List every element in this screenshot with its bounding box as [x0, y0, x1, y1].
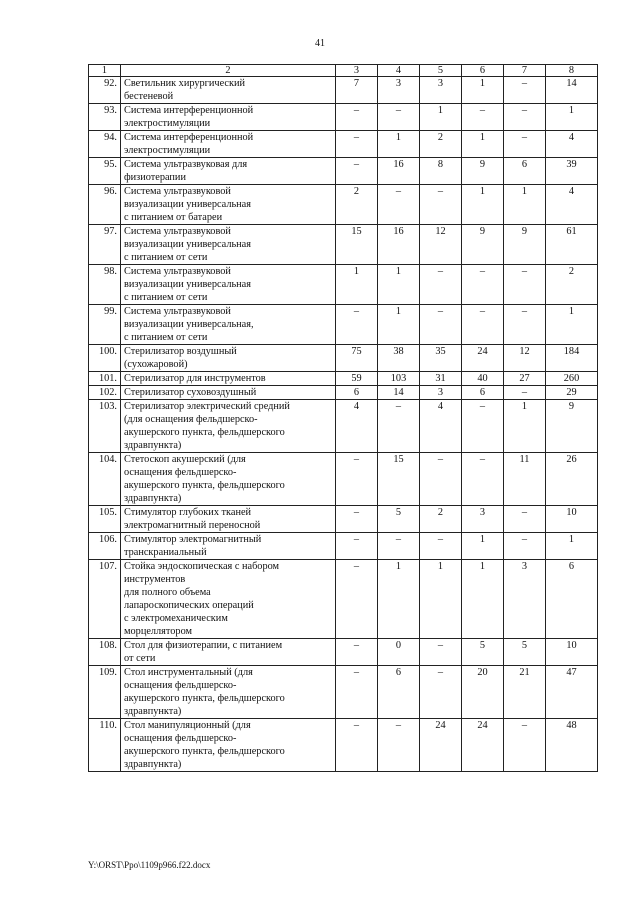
quantity-cell: –	[504, 131, 546, 158]
equipment-name-line: транскраниальный	[124, 547, 207, 558]
quantity-cell: 6	[504, 158, 546, 185]
row-number: 107.	[89, 560, 121, 639]
quantity-cell: –	[336, 305, 378, 345]
equipment-name-line: оснащения фельдшерско-	[124, 680, 237, 691]
header-cell: 2	[121, 65, 336, 77]
quantity-cell: –	[336, 131, 378, 158]
total-cell: 9	[546, 400, 598, 453]
table-header-row	[89, 65, 598, 77]
row-number: 103.	[89, 400, 121, 453]
equipment-name	[121, 386, 336, 400]
row-number: 109.	[89, 666, 121, 719]
quantity-cell: 2	[336, 185, 378, 225]
quantity-cell: 1	[504, 400, 546, 453]
table-row	[89, 639, 598, 666]
equipment-name	[121, 185, 336, 225]
quantity-cell: –	[420, 265, 462, 305]
quantity-cell: 1	[504, 185, 546, 225]
quantity-cell: 9	[462, 225, 504, 265]
total-cell: 6	[546, 560, 598, 639]
quantity-cell: –	[504, 719, 546, 772]
table-row	[89, 666, 598, 719]
quantity-cell: –	[336, 453, 378, 506]
table-row	[89, 265, 598, 305]
row-number: 110.	[89, 719, 121, 772]
quantity-cell: 21	[504, 666, 546, 719]
total-cell: 48	[546, 719, 598, 772]
equipment-name	[121, 400, 336, 453]
equipment-name-line: лапароскопических операций	[124, 600, 254, 611]
quantity-cell: –	[336, 666, 378, 719]
header-cell: 1	[89, 65, 121, 77]
quantity-cell: 7	[336, 77, 378, 104]
quantity-cell: 1	[462, 560, 504, 639]
row-number: 106.	[89, 533, 121, 560]
quantity-cell: 5	[378, 506, 420, 533]
equipment-name-line: Стетоскоп акушерский (для	[124, 454, 246, 465]
table-row	[89, 372, 598, 386]
equipment-name-line: бестеневой	[124, 91, 174, 102]
quantity-cell: 1	[378, 131, 420, 158]
equipment-name	[121, 666, 336, 719]
row-number: 105.	[89, 506, 121, 533]
equipment-name-line: с питанием от сети	[124, 252, 208, 263]
quantity-cell: 59	[336, 372, 378, 386]
header-cell: 7	[504, 65, 546, 77]
quantity-cell: –	[420, 453, 462, 506]
quantity-cell: 1	[462, 77, 504, 104]
table-row	[89, 225, 598, 265]
equipment-name-line: Система ультразвуковая для	[124, 159, 248, 170]
row-number: 101.	[89, 372, 121, 386]
row-number: 96.	[89, 185, 121, 225]
quantity-cell: –	[336, 104, 378, 131]
quantity-cell: 1	[378, 560, 420, 639]
equipment-name-line: Система ультразвуковой	[124, 226, 231, 237]
quantity-cell: 1	[462, 533, 504, 560]
quantity-cell: 103	[378, 372, 420, 386]
header-cell: 6	[462, 65, 504, 77]
table-row	[89, 453, 598, 506]
quantity-cell: –	[378, 719, 420, 772]
total-cell: 47	[546, 666, 598, 719]
quantity-cell: 12	[504, 345, 546, 372]
quantity-cell: –	[378, 185, 420, 225]
equipment-name-line: с питанием от сети	[124, 332, 208, 343]
equipment-name-line: Система интерференционной	[124, 132, 254, 143]
total-cell: 26	[546, 453, 598, 506]
page-number: 41	[315, 38, 325, 49]
quantity-cell: –	[420, 533, 462, 560]
equipment-name	[121, 305, 336, 345]
equipment-name-line: (для оснащения фельдшерско-	[124, 414, 258, 425]
equipment-name-line: здравпункта)	[124, 759, 182, 770]
table-row	[89, 305, 598, 345]
equipment-name	[121, 345, 336, 372]
equipment-name-line: инструментов	[124, 574, 186, 585]
equipment-name	[121, 533, 336, 560]
quantity-cell: –	[504, 104, 546, 131]
total-cell: 10	[546, 639, 598, 666]
quantity-cell: –	[336, 719, 378, 772]
quantity-cell: 27	[504, 372, 546, 386]
equipment-name	[121, 719, 336, 772]
equipment-name-line: (сухожаровой)	[124, 359, 188, 370]
quantity-cell: –	[504, 265, 546, 305]
quantity-cell: –	[336, 533, 378, 560]
quantity-cell: 4	[420, 400, 462, 453]
table-row	[89, 386, 598, 400]
equipment-name-line: электромагнитный переносной	[124, 520, 261, 531]
equipment-name	[121, 265, 336, 305]
quantity-cell: –	[420, 666, 462, 719]
equipment-name-line: здравпункта)	[124, 493, 182, 504]
equipment-name-line: от сети	[124, 653, 156, 664]
quantity-cell: 5	[462, 639, 504, 666]
total-cell: 4	[546, 131, 598, 158]
total-cell: 14	[546, 77, 598, 104]
quantity-cell: 2	[420, 506, 462, 533]
quantity-cell: 2	[420, 131, 462, 158]
quantity-cell: 75	[336, 345, 378, 372]
row-number: 102.	[89, 386, 121, 400]
equipment-name-line: визуализации универсальная	[124, 239, 251, 250]
table-row	[89, 185, 598, 225]
quantity-cell: 4	[336, 400, 378, 453]
table-row	[89, 131, 598, 158]
file-path-footer: Y:\ORST\Ppo\1109p966.f22.docx	[88, 860, 211, 870]
row-number: 93.	[89, 104, 121, 131]
row-number: 92.	[89, 77, 121, 104]
quantity-cell: –	[504, 77, 546, 104]
equipment-name-line: Стерилизатор для инструментов	[124, 373, 266, 384]
row-number: 94.	[89, 131, 121, 158]
equipment-name-line: акушерского пункта, фельдшерского	[124, 480, 285, 491]
quantity-cell: 1	[462, 131, 504, 158]
quantity-cell: 3	[378, 77, 420, 104]
table-row	[89, 560, 598, 639]
table-row	[89, 533, 598, 560]
equipment-name-line: визуализации универсальная,	[124, 319, 254, 330]
quantity-cell: –	[504, 305, 546, 345]
quantity-cell: 12	[420, 225, 462, 265]
quantity-cell: 16	[378, 225, 420, 265]
quantity-cell: –	[462, 453, 504, 506]
quantity-cell: 6	[378, 666, 420, 719]
header-cell: 5	[420, 65, 462, 77]
equipment-name-line: Стойка эндоскопическая с набором	[124, 561, 280, 572]
table-row	[89, 77, 598, 104]
total-cell: 260	[546, 372, 598, 386]
equipment-name-line: здравпункта)	[124, 706, 182, 717]
total-cell: 2	[546, 265, 598, 305]
quantity-cell: –	[336, 639, 378, 666]
row-number: 97.	[89, 225, 121, 265]
quantity-cell: 9	[462, 158, 504, 185]
equipment-name-line: акушерского пункта, фельдшерского	[124, 693, 285, 704]
quantity-cell: 15	[336, 225, 378, 265]
quantity-cell: 31	[420, 372, 462, 386]
header-cell: 4	[378, 65, 420, 77]
equipment-name	[121, 372, 336, 386]
total-cell: 10	[546, 506, 598, 533]
equipment-name-line: Стерилизатор электрический средний	[124, 401, 290, 412]
table-row	[89, 104, 598, 131]
quantity-cell: 38	[378, 345, 420, 372]
quantity-cell: 3	[420, 77, 462, 104]
equipment-name-line: акушерского пункта, фельдшерского	[124, 746, 285, 757]
quantity-cell: 1	[378, 265, 420, 305]
quantity-cell: 0	[378, 639, 420, 666]
equipment-name-line: Стимулятор глубоких тканей	[124, 507, 252, 518]
quantity-cell: 6	[462, 386, 504, 400]
equipment-name-line: морцеллятором	[124, 626, 193, 637]
equipment-name-line: визуализации универсальная	[124, 279, 251, 290]
equipment-table	[88, 64, 598, 772]
quantity-cell: –	[420, 305, 462, 345]
equipment-name	[121, 77, 336, 104]
total-cell: 184	[546, 345, 598, 372]
quantity-cell: –	[504, 506, 546, 533]
quantity-cell: –	[462, 305, 504, 345]
quantity-cell: 24	[462, 719, 504, 772]
quantity-cell: 16	[378, 158, 420, 185]
row-number: 99.	[89, 305, 121, 345]
quantity-cell: 1	[378, 305, 420, 345]
quantity-cell: –	[336, 158, 378, 185]
equipment-name	[121, 560, 336, 639]
quantity-cell: –	[378, 533, 420, 560]
quantity-cell: –	[504, 386, 546, 400]
equipment-name-line: Стимулятор электромагнитный	[124, 534, 262, 545]
equipment-name-line: Стерилизатор суховоздушный	[124, 387, 257, 398]
table-row	[89, 345, 598, 372]
quantity-cell: –	[378, 104, 420, 131]
table-row	[89, 506, 598, 533]
equipment-name-line: оснащения фельдшерско-	[124, 733, 237, 744]
equipment-name-line: здравпункта)	[124, 440, 182, 451]
quantity-cell: 11	[504, 453, 546, 506]
equipment-name	[121, 131, 336, 158]
quantity-cell: 9	[504, 225, 546, 265]
equipment-name-line: визуализации универсальная	[124, 199, 251, 210]
equipment-name-line: Система ультразвуковой	[124, 186, 231, 197]
quantity-cell: –	[378, 400, 420, 453]
quantity-cell: 14	[378, 386, 420, 400]
equipment-name-line: с электромеханическим	[124, 613, 228, 624]
quantity-cell: 15	[378, 453, 420, 506]
equipment-name-line: с питанием от батареи	[124, 212, 223, 223]
equipment-name-line: физиотерапии	[124, 172, 186, 183]
quantity-cell: –	[420, 185, 462, 225]
quantity-cell: –	[462, 104, 504, 131]
quantity-cell: 1	[336, 265, 378, 305]
equipment-name-line: Стол манипуляционный (для	[124, 720, 251, 731]
quantity-cell: 5	[504, 639, 546, 666]
quantity-cell: –	[420, 639, 462, 666]
equipment-name	[121, 639, 336, 666]
quantity-cell: 20	[462, 666, 504, 719]
equipment-name	[121, 453, 336, 506]
equipment-name-line: Стерилизатор воздушный	[124, 346, 237, 357]
quantity-cell: 35	[420, 345, 462, 372]
equipment-name-line: Система ультразвуковой	[124, 266, 231, 277]
total-cell: 1	[546, 104, 598, 131]
total-cell: 61	[546, 225, 598, 265]
equipment-name	[121, 506, 336, 533]
row-number: 100.	[89, 345, 121, 372]
table-row	[89, 719, 598, 772]
equipment-name	[121, 104, 336, 131]
quantity-cell: 24	[462, 345, 504, 372]
quantity-cell: 1	[462, 185, 504, 225]
table-row	[89, 400, 598, 453]
header-cell: 3	[336, 65, 378, 77]
equipment-name	[121, 225, 336, 265]
quantity-cell: 3	[462, 506, 504, 533]
quantity-cell: –	[336, 560, 378, 639]
row-number: 108.	[89, 639, 121, 666]
quantity-cell: –	[462, 265, 504, 305]
quantity-cell: 8	[420, 158, 462, 185]
row-number: 98.	[89, 265, 121, 305]
row-number: 95.	[89, 158, 121, 185]
quantity-cell: –	[462, 400, 504, 453]
quantity-cell: 40	[462, 372, 504, 386]
quantity-cell: 1	[420, 104, 462, 131]
equipment-name-line: акушерского пункта, фельдшерского	[124, 427, 285, 438]
quantity-cell: 6	[336, 386, 378, 400]
equipment-name-line: для полного объема	[124, 587, 211, 598]
total-cell: 1	[546, 533, 598, 560]
header-cell: 8	[546, 65, 598, 77]
row-number: 104.	[89, 453, 121, 506]
quantity-cell: 24	[420, 719, 462, 772]
quantity-cell: 3	[504, 560, 546, 639]
table-row	[89, 158, 598, 185]
equipment-name-line: Система интерференционной	[124, 105, 254, 116]
equipment-name-line: электростимуляции	[124, 145, 211, 156]
equipment-name-line: оснащения фельдшерско-	[124, 467, 237, 478]
total-cell: 1	[546, 305, 598, 345]
table-body	[89, 65, 598, 772]
total-cell: 29	[546, 386, 598, 400]
quantity-cell: 3	[420, 386, 462, 400]
quantity-cell: 1	[420, 560, 462, 639]
equipment-name-line: Стол для физиотерапии, с питанием	[124, 640, 283, 651]
equipment-name-line: с питанием от сети	[124, 292, 208, 303]
total-cell: 4	[546, 185, 598, 225]
equipment-name	[121, 158, 336, 185]
quantity-cell: –	[504, 533, 546, 560]
equipment-name-line: Светильник хирургический	[124, 78, 245, 89]
equipment-name-line: электростимуляции	[124, 118, 211, 129]
equipment-name-line: Система ультразвуковой	[124, 306, 231, 317]
equipment-name-line: Стол инструментальный (для	[124, 667, 253, 678]
total-cell: 39	[546, 158, 598, 185]
quantity-cell: –	[336, 506, 378, 533]
